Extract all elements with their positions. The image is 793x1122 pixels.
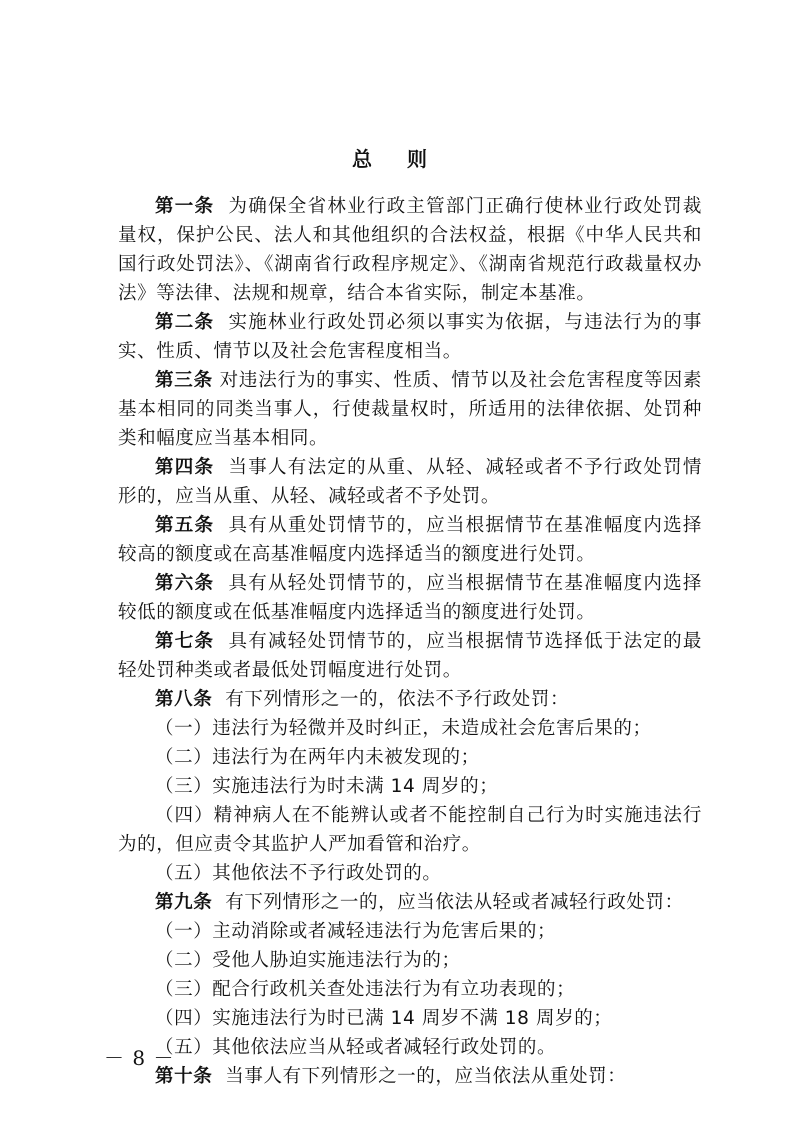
page-number: － 8 － <box>104 1046 175 1070</box>
article-text: 有下列情形之一的，依法不予行政处罚： <box>225 689 570 710</box>
item-text: （五）其他依法不予行政处罚的。 <box>155 863 442 884</box>
article-7 <box>118 627 702 685</box>
article-text: 对违法行为的事实、性质、情节以及社会危害程度等因素基本相同的同类当事人，行使裁量权时，所适用的法律依据、处罚种类和幅度应当基本相同。 <box>118 370 702 449</box>
article-label: 第一条 <box>155 196 215 217</box>
article-list <box>118 192 702 1091</box>
article-8 <box>118 685 702 714</box>
article-10 <box>118 1062 702 1091</box>
article-text: 为确保全省林业行政主管部门正确行使林业行政处罚裁量权，保护公民、法人和其他组织的合法权益，根据《中华人民共和国行政处罚法》、《湖南省行政程序规定》、《湖南省规范行政裁量权办法》等法律、法规和规章，结合本省实际，制定本基准。 <box>118 196 702 304</box>
article-8-item-5 <box>118 859 702 888</box>
article-text: 当事人有法定的从重、从轻、减轻或者不予行政处罚情形的，应当从重、从轻、减轻或者不予处罚。 <box>118 457 702 507</box>
article-8-item-4 <box>118 801 702 859</box>
article-text: 具有从重处罚情节的，应当根据情节在基准幅度内选择较高的额度或在高基准幅度内选择适当的额度进行处罚。 <box>118 515 702 565</box>
article-text: 实施林业行政处罚必须以事实为依据，与违法行为的事实、性质、情节以及社会危害程度相当。 <box>118 312 702 362</box>
article-label: 第八条 <box>155 689 213 710</box>
item-text: （二）违法行为在两年内未被发现的； <box>155 747 480 768</box>
article-9-item-1 <box>118 917 702 946</box>
article-text: 当事人有下列情形之一的，应当依法从重处罚： <box>225 1066 627 1087</box>
item-text: （三）配合行政机关查处违法行为有立功表现的； <box>155 979 576 1000</box>
article-label: 第十条 <box>155 1066 213 1087</box>
article-8-item-3 <box>118 772 702 801</box>
article-label: 第九条 <box>155 892 213 913</box>
article-label: 第四条 <box>155 457 215 478</box>
article-label: 第二条 <box>155 312 215 333</box>
item-text: （四）精神病人在不能辨认或者不能控制自己行为时实施违法行为的，但应责令其监护人严加看管和治疗。 <box>118 805 702 855</box>
article-6 <box>118 569 702 627</box>
article-3 <box>118 366 702 453</box>
article-8-item-1 <box>118 714 702 743</box>
article-9-item-4 <box>118 1004 702 1033</box>
item-text: （三）实施违法行为时未满 14 周岁的； <box>155 776 499 797</box>
item-text: （一）违法行为轻微并及时纠正，未造成社会危害后果的； <box>155 718 652 739</box>
item-text: （一）主动消除或者减轻违法行为危害后果的； <box>155 921 557 942</box>
article-9-item-2 <box>118 946 702 975</box>
article-9 <box>118 888 702 917</box>
section-title: 总 则 <box>352 147 441 171</box>
article-text: 具有减轻处罚情节的，应当根据情节选择低于法定的最轻处罚种类或者最低处罚幅度进行处罚。 <box>118 631 702 681</box>
article-1 <box>118 192 702 308</box>
article-4 <box>118 453 702 511</box>
article-5 <box>118 511 702 569</box>
article-2 <box>118 308 702 366</box>
article-text: 具有从轻处罚情节的，应当根据情节在基准幅度内选择较低的额度或在低基准幅度内选择适当的额度进行处罚。 <box>118 573 702 623</box>
article-8-item-2 <box>118 743 702 772</box>
item-text: （四）实施违法行为时已满 14 周岁不满 18 周岁的； <box>155 1008 613 1029</box>
item-text: （二）受他人胁迫实施违法行为的； <box>155 950 461 971</box>
article-label: 第三条 <box>155 370 213 391</box>
article-text: 有下列情形之一的，应当依法从轻或者减轻行政处罚： <box>225 892 684 913</box>
article-9-item-5 <box>118 1033 702 1062</box>
article-label: 第七条 <box>155 631 215 652</box>
article-label: 第五条 <box>155 515 215 536</box>
article-9-item-3 <box>118 975 702 1004</box>
item-text: （五）其他依法应当从轻或者减轻行政处罚的。 <box>155 1037 557 1058</box>
article-label: 第六条 <box>155 573 215 594</box>
